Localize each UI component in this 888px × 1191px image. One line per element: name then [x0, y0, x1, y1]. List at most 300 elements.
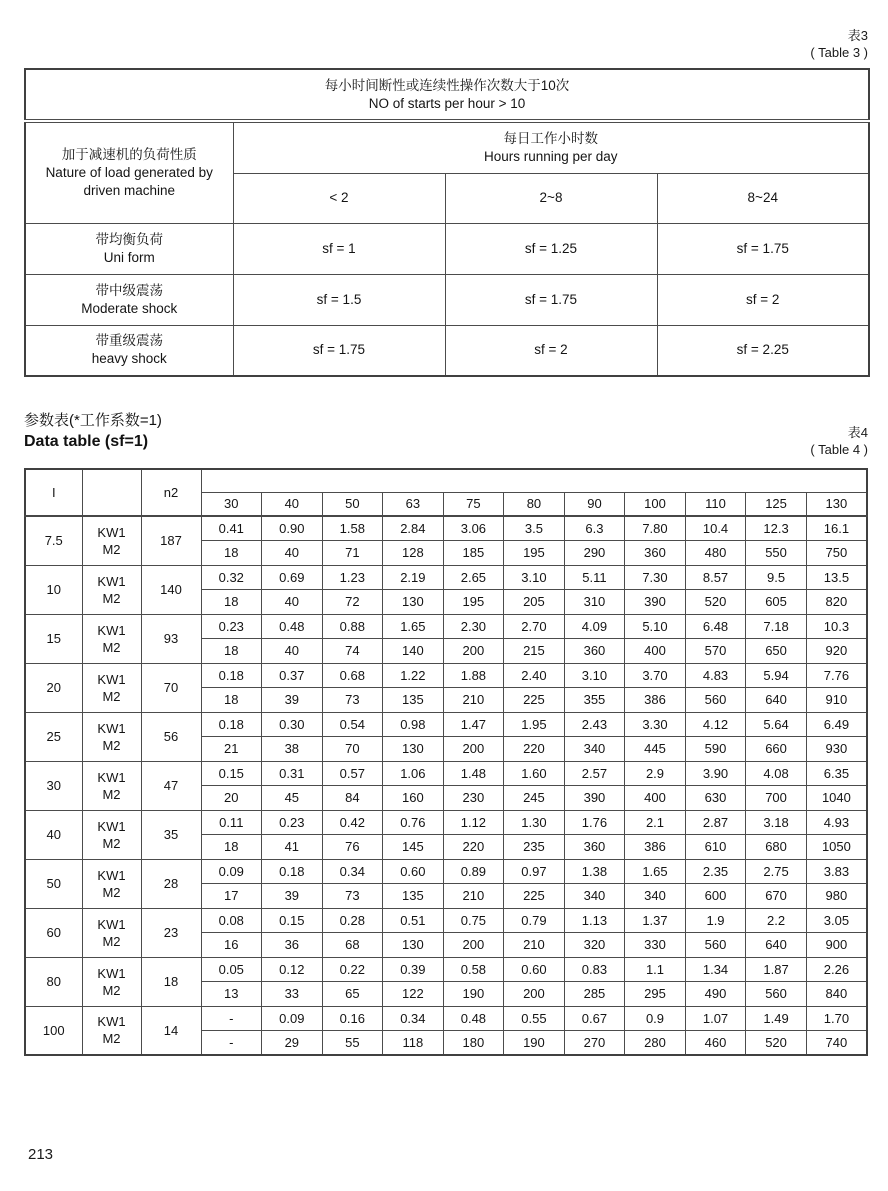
m2-label: M2: [102, 835, 121, 851]
load-type-cn: 带重级震荡: [95, 333, 163, 349]
m2-label: M2: [102, 590, 121, 606]
kw1-value-cell: 6.48: [685, 614, 746, 639]
kw1-value-cell: 3.83: [806, 859, 867, 884]
kw1-value-cell: 1.13: [564, 908, 625, 933]
sf-value-cell: sf = 1.75: [233, 325, 445, 376]
m2-value-cell: 245: [504, 786, 565, 811]
m2-value-cell: 45: [262, 786, 323, 811]
kw1-value-cell: 13.5: [806, 565, 867, 590]
m2-value-cell: 74: [322, 639, 383, 664]
m2-value-cell: 390: [625, 590, 686, 615]
kw1-value-cell: 1.58: [322, 516, 383, 541]
m2-value-cell: 360: [564, 639, 625, 664]
n2-cell: 47: [141, 761, 201, 810]
m2-value-cell: 520: [746, 1031, 807, 1056]
m2-value-cell: 520: [685, 590, 746, 615]
kw1-value-cell: 0.31: [262, 761, 323, 786]
m2-value-cell: 220: [504, 737, 565, 762]
sf-value-cell: sf = 2.25: [657, 325, 869, 376]
m2-value-cell: 295: [625, 982, 686, 1007]
kw1-value-cell: 3.10: [504, 565, 565, 590]
n2-cell: 187: [141, 516, 201, 565]
m2-value-cell: 68: [322, 933, 383, 958]
n2-cell: 18: [141, 957, 201, 1006]
sf-value-cell: sf = 1.5: [233, 274, 445, 325]
m2-label: M2: [102, 1031, 121, 1047]
kw1-value-cell: 0.09: [262, 1006, 323, 1031]
m2-value-cell: 39: [262, 884, 323, 909]
kw1-value-cell: 0.75: [443, 908, 504, 933]
table4-title: [24, 410, 162, 453]
kw1-value-cell: 0.79: [504, 908, 565, 933]
m2-value-cell: 280: [625, 1031, 686, 1056]
m2-value-cell: 130: [383, 933, 444, 958]
speed-col-header: 75: [443, 492, 504, 516]
kw1-m2-label-cell: [82, 810, 141, 859]
kw1-value-cell: 0.83: [564, 957, 625, 982]
m2-label: M2: [102, 933, 121, 949]
kw1-value-cell: 5.11: [564, 565, 625, 590]
kw1-value-cell: 0.37: [262, 663, 323, 688]
kw1-label: KW1: [97, 524, 126, 540]
kw1-row: [25, 663, 867, 688]
load-nature-en-line1: Nature of load generated by: [45, 164, 213, 180]
m2-value-cell: 72: [322, 590, 383, 615]
m2-value-cell: 670: [746, 884, 807, 909]
m2-value-cell: 122: [383, 982, 444, 1007]
m2-value-cell: 605: [746, 590, 807, 615]
ratio-cell: 80: [25, 957, 82, 1006]
m2-value-cell: 320: [564, 933, 625, 958]
m2-value-cell: 128: [383, 541, 444, 566]
kw1-m2-label-cell: [82, 1006, 141, 1055]
load-type-cell: [25, 223, 233, 274]
kw1-value-cell: 0.18: [262, 859, 323, 884]
m2-label: M2: [102, 982, 121, 998]
kw1-value-cell: 0.08: [201, 908, 262, 933]
m2-value-cell: 740: [806, 1031, 867, 1056]
hours-range-cell: 2~8: [445, 173, 657, 223]
m2-value-cell: 190: [443, 982, 504, 1007]
kw1-value-cell: 3.30: [625, 712, 686, 737]
ratio-cell: 60: [25, 908, 82, 957]
kw1-value-cell: 5.94: [746, 663, 807, 688]
table4-title-en: Data table (sf=1): [24, 433, 149, 450]
kw1-value-cell: 3.90: [685, 761, 746, 786]
kw1-value-cell: 2.2: [746, 908, 807, 933]
kw1-label: KW1: [97, 622, 126, 638]
kw1-value-cell: 3.06: [443, 516, 504, 541]
speed-col-header: 100: [625, 492, 686, 516]
m2-value-cell: 71: [322, 541, 383, 566]
ratio-cell: 7.5: [25, 516, 82, 565]
m2-value-cell: 215: [504, 639, 565, 664]
kw1-value-cell: 1.38: [564, 859, 625, 884]
kw1-value-cell: 3.05: [806, 908, 867, 933]
m2-value-cell: 140: [383, 639, 444, 664]
hours-per-day-cn: 每日工作小时数: [503, 130, 598, 146]
sf-value-cell: sf = 2: [445, 325, 657, 376]
kw1-value-cell: 0.30: [262, 712, 323, 737]
kw1-row: [25, 565, 867, 590]
kw1-value-cell: 6.49: [806, 712, 867, 737]
kw1-label: KW1: [97, 671, 126, 687]
kw1-value-cell: 2.70: [504, 614, 565, 639]
m2-value-cell: 130: [383, 590, 444, 615]
starts-per-hour-cn: 每小时间断性或连续性操作次数大于10次: [324, 77, 570, 93]
kw1-value-cell: 1.23: [322, 565, 383, 590]
speed-col-header: 63: [383, 492, 444, 516]
kw1-value-cell: 1.88: [443, 663, 504, 688]
kw1-value-cell: 1.37: [625, 908, 686, 933]
kw1-value-cell: 7.30: [625, 565, 686, 590]
m2-value-cell: 340: [625, 884, 686, 909]
kw1-value-cell: 0.88: [322, 614, 383, 639]
kw1-value-cell: 2.75: [746, 859, 807, 884]
m2-value-cell: 40: [262, 590, 323, 615]
load-type-en: Moderate shock: [81, 300, 178, 316]
service-factor-row: [25, 274, 869, 325]
table4-title-cn: 参数表(*工作系数=1): [24, 412, 162, 429]
m2-value-cell: 210: [443, 884, 504, 909]
speed-col-header: 80: [504, 492, 565, 516]
m2-value-cell: 650: [746, 639, 807, 664]
kw1-value-cell: 2.1: [625, 810, 686, 835]
m2-value-cell: 386: [625, 835, 686, 860]
m2-value-cell: 33: [262, 982, 323, 1007]
m2-value-cell: 560: [685, 688, 746, 713]
kw1-value-cell: 1.48: [443, 761, 504, 786]
m2-value-cell: 18: [201, 688, 262, 713]
kw1-value-cell: 6.3: [564, 516, 625, 541]
kw1-m2-label-cell: [82, 957, 141, 1006]
m2-value-cell: 225: [504, 688, 565, 713]
kw1-value-cell: 16.1: [806, 516, 867, 541]
kw1-value-cell: 1.34: [685, 957, 746, 982]
kw1-value-cell: 0.68: [322, 663, 383, 688]
kw1-value-cell: 5.64: [746, 712, 807, 737]
kw1-m2-label-cell: [82, 663, 141, 712]
m2-value-cell: 480: [685, 541, 746, 566]
m2-value-cell: 285: [564, 982, 625, 1007]
blank-col-header: [82, 469, 141, 516]
m2-value-cell: 640: [746, 688, 807, 713]
n2-cell: 93: [141, 614, 201, 663]
m2-value-cell: 160: [383, 786, 444, 811]
m2-value-cell: 210: [504, 933, 565, 958]
load-type-cell: [25, 325, 233, 376]
n2-cell: 35: [141, 810, 201, 859]
m2-value-cell: 18: [201, 541, 262, 566]
ratio-cell: 20: [25, 663, 82, 712]
kw1-value-cell: 0.9: [625, 1006, 686, 1031]
load-type-en: heavy shock: [91, 351, 167, 367]
table4-tag-cn: 表4: [847, 425, 868, 440]
m2-value-cell: 330: [625, 933, 686, 958]
kw1-row: [25, 810, 867, 835]
kw1-value-cell: 0.60: [504, 957, 565, 982]
m2-value-cell: 36: [262, 933, 323, 958]
m2-value-cell: 40: [262, 541, 323, 566]
header-band-cell: [201, 469, 867, 492]
m2-value-cell: 355: [564, 688, 625, 713]
kw1-value-cell: 0.15: [262, 908, 323, 933]
kw1-value-cell: 0.60: [383, 859, 444, 884]
m2-value-cell: 700: [746, 786, 807, 811]
kw1-value-cell: 3.18: [746, 810, 807, 835]
kw1-value-cell: 0.39: [383, 957, 444, 982]
kw1-value-cell: 1.60: [504, 761, 565, 786]
kw1-value-cell: 0.51: [383, 908, 444, 933]
speed-col-header: 125: [746, 492, 807, 516]
m2-value-cell: 220: [443, 835, 504, 860]
hours-per-day-en: Hours running per day: [483, 148, 618, 164]
kw1-row: [25, 712, 867, 737]
sf-value-cell: sf = 2: [657, 274, 869, 325]
m2-value-cell: 17: [201, 884, 262, 909]
m2-label: M2: [102, 541, 121, 557]
kw1-value-cell: 1.95: [504, 712, 565, 737]
table3-tag-en: ( Table 3 ): [810, 45, 868, 60]
m2-value-cell: 560: [746, 982, 807, 1007]
m2-value-cell: -: [201, 1031, 262, 1056]
kw1-value-cell: 2.35: [685, 859, 746, 884]
ratio-cell: 15: [25, 614, 82, 663]
m2-value-cell: 840: [806, 982, 867, 1007]
kw1-value-cell: 0.67: [564, 1006, 625, 1031]
hours-per-day-header-cell: [233, 121, 869, 173]
kw1-value-cell: 2.57: [564, 761, 625, 786]
m2-value-cell: 1040: [806, 786, 867, 811]
m2-value-cell: 1050: [806, 835, 867, 860]
m2-value-cell: 41: [262, 835, 323, 860]
m2-value-cell: 65: [322, 982, 383, 1007]
hours-header-row: [25, 121, 869, 173]
kw1-m2-label-cell: [82, 761, 141, 810]
m2-value-cell: 84: [322, 786, 383, 811]
m2-value-cell: 360: [625, 541, 686, 566]
kw1-value-cell: 7.76: [806, 663, 867, 688]
ratio-cell: 50: [25, 859, 82, 908]
m2-label: M2: [102, 884, 121, 900]
kw1-row: [25, 957, 867, 982]
kw1-value-cell: 0.42: [322, 810, 383, 835]
m2-value-cell: 270: [564, 1031, 625, 1056]
speed-col-header: 30: [201, 492, 262, 516]
kw1-m2-label-cell: [82, 614, 141, 663]
kw1-label: KW1: [97, 573, 126, 589]
m2-label: M2: [102, 786, 121, 802]
kw1-value-cell: 2.19: [383, 565, 444, 590]
kw1-value-cell: 3.10: [564, 663, 625, 688]
kw1-value-cell: 1.47: [443, 712, 504, 737]
m2-value-cell: 340: [564, 737, 625, 762]
data-table: [24, 468, 868, 1056]
kw1-value-cell: 2.84: [383, 516, 444, 541]
table3-tag: [810, 27, 868, 61]
m2-value-cell: 13: [201, 982, 262, 1007]
starts-per-hour-cell: [25, 69, 869, 121]
kw1-value-cell: 0.22: [322, 957, 383, 982]
m2-value-cell: 680: [746, 835, 807, 860]
t4-header-band-row: [25, 469, 867, 492]
kw1-value-cell: 2.87: [685, 810, 746, 835]
m2-value-cell: 390: [564, 786, 625, 811]
kw1-value-cell: 7.18: [746, 614, 807, 639]
kw1-value-cell: 0.48: [443, 1006, 504, 1031]
sf-value-cell: sf = 1.75: [445, 274, 657, 325]
kw1-value-cell: 0.41: [201, 516, 262, 541]
kw1-value-cell: 0.18: [201, 663, 262, 688]
m2-value-cell: 490: [685, 982, 746, 1007]
m2-value-cell: 930: [806, 737, 867, 762]
m2-value-cell: 750: [806, 541, 867, 566]
m2-value-cell: 386: [625, 688, 686, 713]
kw1-value-cell: 0.58: [443, 957, 504, 982]
ratio-cell: 25: [25, 712, 82, 761]
n2-cell: 70: [141, 663, 201, 712]
kw1-value-cell: 0.54: [322, 712, 383, 737]
starts-per-hour-en: NO of starts per hour > 10: [368, 95, 526, 111]
n2-cell: 28: [141, 859, 201, 908]
m2-value-cell: 73: [322, 688, 383, 713]
kw1-label: KW1: [97, 965, 126, 981]
m2-value-cell: 445: [625, 737, 686, 762]
m2-value-cell: 660: [746, 737, 807, 762]
kw1-value-cell: 1.76: [564, 810, 625, 835]
kw1-value-cell: 0.57: [322, 761, 383, 786]
kw1-value-cell: 0.16: [322, 1006, 383, 1031]
kw1-value-cell: 2.9: [625, 761, 686, 786]
m2-value-cell: 360: [564, 835, 625, 860]
table3-tag-cn: 表3: [847, 28, 868, 43]
load-type-cn: 带中级震荡: [95, 282, 163, 298]
m2-value-cell: 18: [201, 590, 262, 615]
ratio-col-header: I: [25, 469, 82, 516]
n2-cell: 14: [141, 1006, 201, 1055]
kw1-value-cell: 5.10: [625, 614, 686, 639]
kw1-value-cell: 3.70: [625, 663, 686, 688]
kw1-row: [25, 761, 867, 786]
ratio-cell: 40: [25, 810, 82, 859]
kw1-m2-label-cell: [82, 565, 141, 614]
m2-label: M2: [102, 737, 121, 753]
kw1-value-cell: 8.57: [685, 565, 746, 590]
m2-value-cell: 400: [625, 786, 686, 811]
kw1-value-cell: 0.12: [262, 957, 323, 982]
table4-tag-en: ( Table 4 ): [810, 442, 868, 457]
m2-value-cell: 185: [443, 541, 504, 566]
kw1-value-cell: 0.11: [201, 810, 262, 835]
kw1-value-cell: 9.5: [746, 565, 807, 590]
kw1-value-cell: 0.28: [322, 908, 383, 933]
kw1-value-cell: 1.06: [383, 761, 444, 786]
kw1-value-cell: 1.65: [383, 614, 444, 639]
m2-value-cell: 21: [201, 737, 262, 762]
kw1-value-cell: 0.05: [201, 957, 262, 982]
kw1-value-cell: 10.3: [806, 614, 867, 639]
n2-cell: 140: [141, 565, 201, 614]
m2-value-cell: 76: [322, 835, 383, 860]
kw1-value-cell: 2.30: [443, 614, 504, 639]
m2-label: M2: [102, 688, 121, 704]
kw1-row: [25, 1006, 867, 1031]
kw1-value-cell: 0.23: [201, 614, 262, 639]
m2-value-cell: 20: [201, 786, 262, 811]
kw1-value-cell: 6.35: [806, 761, 867, 786]
service-factor-row: [25, 223, 869, 274]
sf-value-cell: sf = 1.25: [445, 223, 657, 274]
m2-value-cell: 570: [685, 639, 746, 664]
kw1-row: [25, 516, 867, 541]
kw1-value-cell: 0.76: [383, 810, 444, 835]
m2-value-cell: 39: [262, 688, 323, 713]
m2-value-cell: 200: [443, 933, 504, 958]
kw1-value-cell: 1.49: [746, 1006, 807, 1031]
m2-value-cell: 200: [443, 737, 504, 762]
ratio-cell: 100: [25, 1006, 82, 1055]
kw1-value-cell: 4.12: [685, 712, 746, 737]
kw1-value-cell: 0.55: [504, 1006, 565, 1031]
m2-value-cell: 910: [806, 688, 867, 713]
m2-value-cell: 200: [504, 982, 565, 1007]
kw1-label: KW1: [97, 769, 126, 785]
sf-value-cell: sf = 1: [233, 223, 445, 274]
kw1-value-cell: 1.65: [625, 859, 686, 884]
m2-value-cell: 560: [685, 933, 746, 958]
m2-value-cell: 230: [443, 786, 504, 811]
kw1-label: KW1: [97, 818, 126, 834]
ratio-cell: 30: [25, 761, 82, 810]
m2-value-cell: 16: [201, 933, 262, 958]
kw1-value-cell: 1.1: [625, 957, 686, 982]
hours-range-cell: < 2: [233, 173, 445, 223]
m2-value-cell: 180: [443, 1031, 504, 1056]
m2-value-cell: 400: [625, 639, 686, 664]
load-type-cell: [25, 274, 233, 325]
m2-value-cell: 640: [746, 933, 807, 958]
load-nature-en-line2: driven machine: [83, 182, 176, 198]
kw1-value-cell: 0.48: [262, 614, 323, 639]
table4-tag: [810, 424, 868, 458]
kw1-value-cell: 4.93: [806, 810, 867, 835]
kw1-value-cell: 1.87: [746, 957, 807, 982]
m2-value-cell: 630: [685, 786, 746, 811]
kw1-value-cell: 3.5: [504, 516, 565, 541]
m2-value-cell: 55: [322, 1031, 383, 1056]
kw1-value-cell: 1.30: [504, 810, 565, 835]
load-type-cn: 带均衡负荷: [95, 231, 163, 247]
m2-value-cell: 820: [806, 590, 867, 615]
kw1-label: KW1: [97, 720, 126, 736]
m2-value-cell: 600: [685, 884, 746, 909]
m2-value-cell: 38: [262, 737, 323, 762]
kw1-m2-label-cell: [82, 712, 141, 761]
m2-value-cell: 920: [806, 639, 867, 664]
kw1-label: KW1: [97, 867, 126, 883]
kw1-value-cell: 1.12: [443, 810, 504, 835]
speed-col-header: 130: [806, 492, 867, 516]
kw1-value-cell: 4.08: [746, 761, 807, 786]
n2-col-header: n2: [141, 469, 201, 516]
kw1-value-cell: 0.23: [262, 810, 323, 835]
page-number: 213: [28, 1146, 54, 1163]
kw1-value-cell: 7.80: [625, 516, 686, 541]
m2-value-cell: 340: [564, 884, 625, 909]
kw1-value-cell: 0.90: [262, 516, 323, 541]
kw1-label: KW1: [97, 1014, 126, 1030]
kw1-value-cell: 0.98: [383, 712, 444, 737]
